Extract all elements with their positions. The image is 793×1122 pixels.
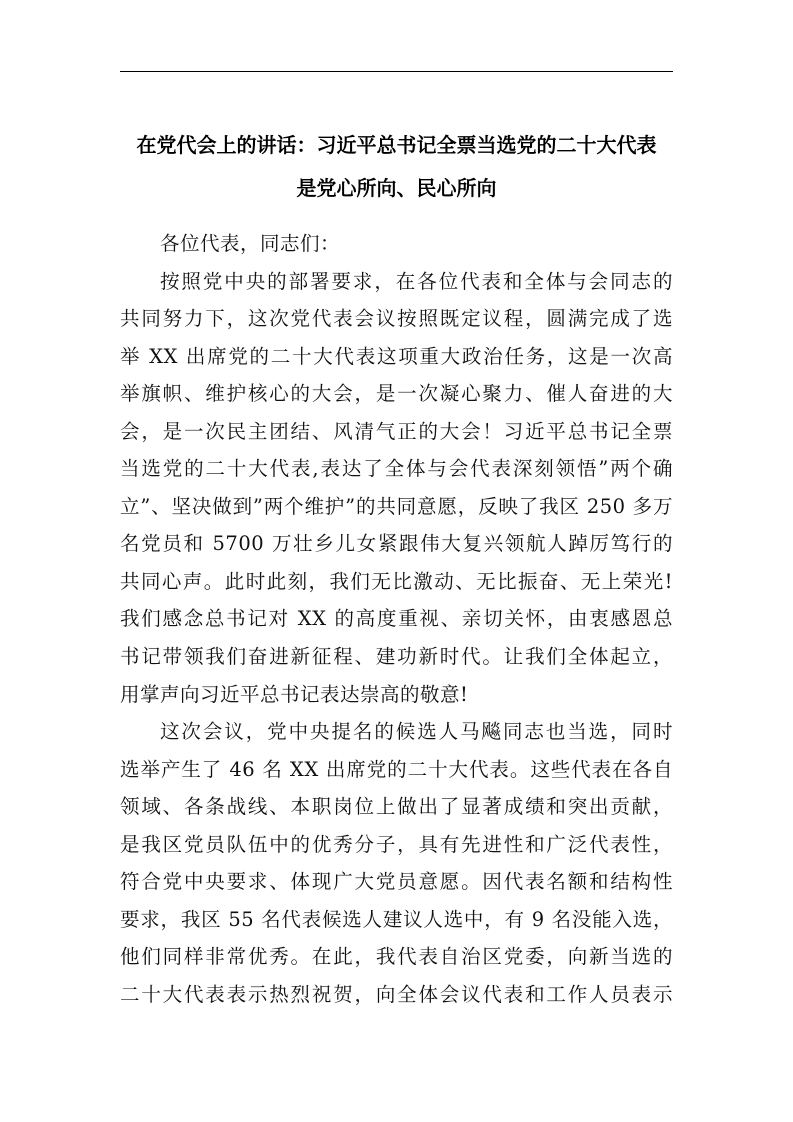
paragraph-line: 符合党中央要求、体现广大党员意愿。因代表名额和结构性: [120, 870, 673, 894]
header-rule: [120, 71, 673, 72]
paragraph-line: 书记带领我们奋进新征程、建功新时代。让我们全体起立，: [120, 645, 673, 669]
paragraph-line: 举 XX 出席党的二十大代表这项重大政治任务，这是一次高: [120, 344, 673, 368]
greeting: 各位代表，同志们：: [160, 232, 341, 255]
paragraph-line: 二十大代表表示热烈祝贺，向全体会议代表和工作人员表示: [120, 982, 673, 1006]
paragraph-line: 当选党的二十大代表,表达了全体与会代表深刻领悟”两个确: [120, 457, 673, 481]
paragraph-line: 领域、各条战线、本职岗位上做出了显著成绩和突出贡献，: [120, 795, 673, 819]
paragraph-line: 立”、坚决做到”两个维护”的共同意愿，反映了我区 250 多万: [120, 494, 673, 518]
paragraph-line: 要求，我区 55 名代表候选人建议人选中，有 9 名没能入选，: [120, 907, 673, 931]
paragraph-line: 会，是一次民主团结、风清气正的大会！习近平总书记全票: [120, 419, 673, 443]
paragraph-line: 用掌声向习近平总书记表达崇高的敬意!: [120, 682, 469, 706]
paragraph-line: 这次会议，党中央提名的候选人马飚同志也当选，同时: [160, 720, 673, 744]
paragraph-line: 按照党中央的部署要求，在各位代表和全体与会同志的: [160, 269, 673, 293]
paragraphs: [120, 263, 673, 1014]
paragraph-line: 我们感念总书记对 XX 的高度重视、亲切关怀，由衷感恩总: [120, 607, 673, 631]
paragraph-line: 名党员和 5700 万壮乡儿女紧跟伟大复兴领航人踔厉笃行的: [120, 532, 673, 556]
paragraph-line: 共同心声。此时此刻，我们无比激动、无比振奋、无上荣光!: [120, 569, 673, 593]
paragraph: [120, 263, 673, 714]
paragraph: [120, 713, 673, 1013]
document-body: [120, 225, 673, 1013]
paragraph-line: 共同努力下，这次党代表会议按照既定议程，圆满完成了选: [120, 307, 673, 331]
document-title-line-2: 是党心所向、民心所向: [296, 176, 497, 200]
paragraph-line: 举旗帜、维护核心的大会，是一次凝心聚力、催人奋进的大: [120, 382, 673, 406]
document-title-line-1: 在党代会上的讲话：习近平总书记全票当选党的二十大代表: [136, 133, 657, 157]
paragraph-line: 他们同样非常优秀。在此，我代表自治区党委，向新当选的: [120, 945, 673, 969]
paragraph-line: 是我区党员队伍中的优秀分子，具有先进性和广泛代表性，: [120, 832, 673, 856]
paragraph-line: 选举产生了 46 名 XX 出席党的二十大代表。这些代表在各自: [120, 757, 673, 781]
